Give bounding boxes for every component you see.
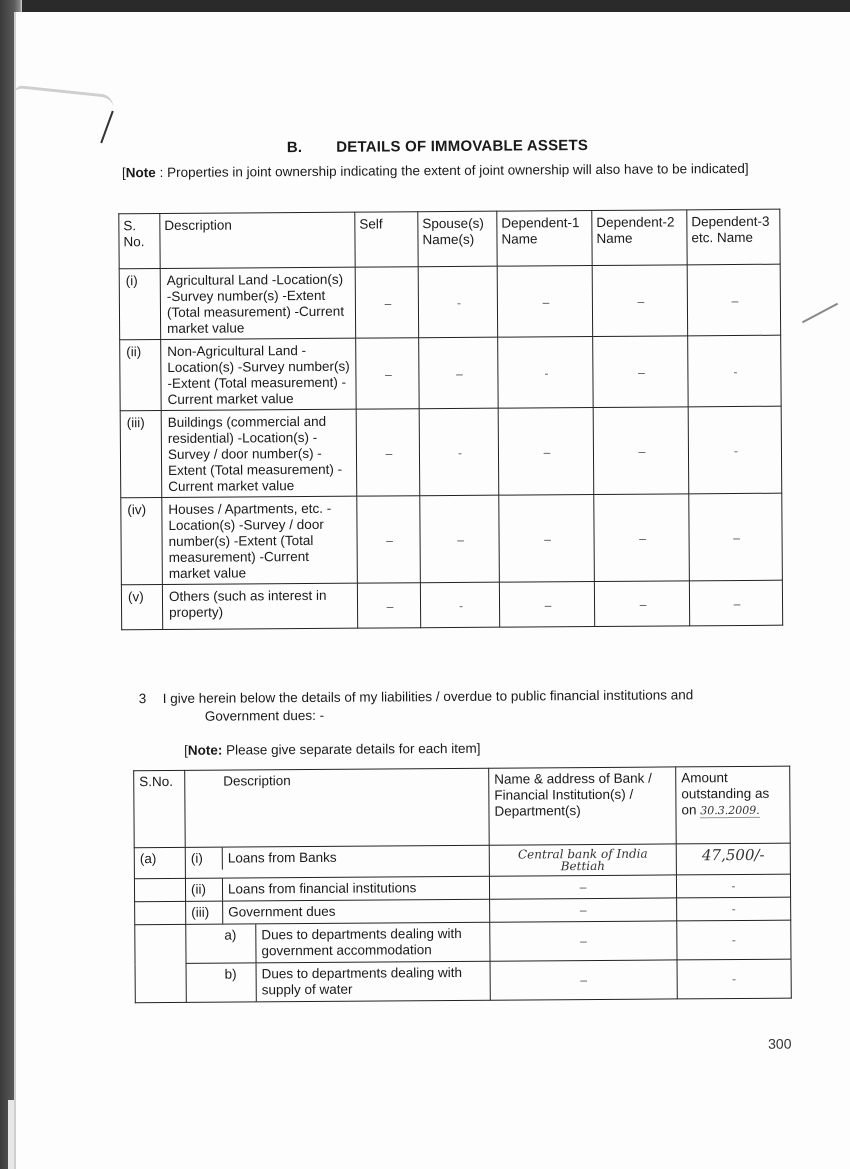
- cell-dependent-3: –: [689, 580, 782, 626]
- row-sno: (iii): [120, 411, 162, 498]
- cell-dependent-1: –: [497, 265, 592, 337]
- header-description: Description: [185, 768, 490, 847]
- liabilities-table: [133, 766, 792, 1004]
- cell-self: –: [355, 267, 418, 338]
- row-description: Non-Agricultural Land -Location(s) -Survey number(s) -Extent (Total measurement) -Current market value: [161, 338, 356, 410]
- cell-amount: -: [677, 959, 791, 999]
- header-bank: Name & address of Bank / Financial Institution(s) / Department(s): [489, 767, 677, 845]
- row-description: Buildings (commercial and residential) -Location(s) -Survey / door number(s) -Extent (Total measurement) -Current market value: [161, 409, 357, 497]
- cell-dependent-1: -: [498, 336, 593, 408]
- table-row: [135, 920, 791, 964]
- cell-dependent-2: –: [594, 494, 690, 582]
- cell-bank: –: [490, 898, 677, 922]
- row-label: (i): [186, 848, 223, 870]
- section-letter: B.: [286, 139, 303, 157]
- row-label: (iii): [186, 902, 223, 924]
- row-description: [186, 899, 490, 924]
- row-text: Government dues: [228, 903, 336, 920]
- row-label: a): [186, 924, 256, 962]
- paragraph-number: 3: [138, 691, 147, 707]
- cell-dependent-1: –: [498, 407, 594, 495]
- cell-dependent-2: –: [592, 265, 687, 337]
- header-amount: [676, 766, 791, 844]
- paragraph-line-2: Government dues: -: [204, 707, 325, 724]
- row-description: Agricultural Land -Location(s) -Survey number(s) -Extent (Total measurement) -Current market value: [160, 267, 355, 339]
- cell-spouse: –: [420, 495, 500, 583]
- row-text: Dues to departments dealing with supply of water: [261, 964, 463, 998]
- row-description: [186, 922, 490, 963]
- cell-dependent-3: –: [687, 264, 780, 336]
- cell-amount: -: [677, 897, 791, 921]
- joint-ownership-note: [122, 158, 770, 185]
- paragraph-line-1: I give herein below the details of my liabilities / overdue to public financial institutions and: [162, 687, 694, 707]
- binding-string: [14, 85, 115, 108]
- row-text: Loans from Banks: [227, 849, 337, 866]
- cell-self: –: [356, 338, 419, 409]
- header-spouse: Spouse(s) Name(s): [418, 211, 497, 267]
- bank-name: Central bank of India: [517, 846, 648, 862]
- amount-date: 30.3.2009.: [700, 803, 760, 818]
- cell-bank: –: [490, 960, 677, 1000]
- note-text: Please give separate details for each item]: [222, 740, 481, 758]
- row-sno: [134, 878, 185, 901]
- cell-dependent-2: –: [593, 336, 688, 408]
- cell-spouse: -: [419, 408, 499, 496]
- cell-self: –: [357, 583, 420, 628]
- note-label: Note: [125, 165, 156, 181]
- header-dependent-1: Dependent-1 Name: [497, 211, 592, 267]
- section-heading: DETAILS OF IMMOVABLE ASSETS: [336, 137, 589, 156]
- row-sno: (iv): [121, 498, 163, 585]
- cell-amount: -: [676, 874, 790, 898]
- cell-dependent-1: –: [499, 581, 594, 627]
- table-row: [134, 843, 790, 879]
- note-bracket: [: [183, 742, 188, 758]
- row-sno: [135, 901, 186, 924]
- row-sno: [135, 924, 187, 1002]
- row-sno: (i): [119, 269, 160, 340]
- bank-branch: Bettiah: [560, 858, 606, 874]
- cell-dependent-3: –: [689, 493, 783, 581]
- table-row: [119, 264, 780, 340]
- row-sno: (a): [134, 847, 185, 878]
- amount-header-label: Amount outstanding as on: [681, 770, 770, 818]
- note-label: Note:: [187, 742, 223, 758]
- header-sno: S. No.: [119, 214, 160, 269]
- pen-mark: [802, 303, 838, 324]
- cell-spouse: -: [420, 582, 499, 628]
- table-row: [135, 959, 791, 1003]
- row-text: Loans from financial institutions: [227, 880, 417, 897]
- row-label: b): [187, 963, 257, 1001]
- cell-bank: –: [489, 875, 676, 899]
- header-sno: S.No.: [134, 770, 186, 847]
- row-label: (ii): [186, 879, 223, 901]
- immovable-assets-table: [118, 209, 783, 631]
- row-sno: (v): [121, 585, 162, 630]
- header-dependent-3: Dependent-3 etc. Name: [687, 209, 780, 265]
- table-header-row: [134, 766, 791, 848]
- cell-spouse: –: [419, 337, 498, 409]
- row-sno: (ii): [120, 340, 161, 411]
- cell-dependent-3: -: [688, 335, 781, 407]
- row-text: Dues to departments dealing with government accommodation: [261, 925, 462, 959]
- note-text: : Properties in joint ownership indicating the extent of joint ownership will also have to be indicated]: [159, 160, 749, 181]
- cell-dependent-2: –: [594, 581, 689, 627]
- liabilities-paragraph: [139, 686, 694, 726]
- cell-dependent-3: -: [688, 406, 782, 494]
- table-header-row: [119, 209, 780, 269]
- header-self: Self: [355, 212, 418, 267]
- cell-bank: [489, 844, 676, 876]
- row-description: [186, 961, 490, 1002]
- row-description: [185, 876, 489, 901]
- header-dependent-2: Dependent-2 Name: [592, 210, 687, 266]
- row-description: Others (such as interest in property): [162, 583, 357, 629]
- separate-details-note: [184, 741, 481, 758]
- note-bracket: [: [121, 165, 126, 181]
- table-row: [121, 493, 783, 585]
- section-title: [287, 137, 588, 156]
- cell-amount: 47,500/-: [676, 843, 790, 875]
- row-description: [185, 845, 489, 878]
- cell-self: –: [357, 496, 421, 583]
- cell-bank: –: [490, 921, 677, 961]
- binding-string-tail: [100, 111, 114, 144]
- cell-self: –: [356, 409, 420, 496]
- table-row: [120, 406, 782, 498]
- header-description: Description: [160, 212, 355, 268]
- table-row: [121, 580, 782, 630]
- row-description: Houses / Apartments, etc. -Location(s) -Survey / door number(s) -Extent (Total measurement) -Current market value: [162, 496, 358, 584]
- table-row: [120, 335, 781, 411]
- cell-dependent-2: –: [593, 407, 689, 495]
- cell-dependent-1: –: [499, 494, 595, 582]
- cell-spouse: -: [418, 266, 497, 338]
- cell-amount: -: [677, 920, 791, 960]
- page-number: 300: [768, 1035, 792, 1052]
